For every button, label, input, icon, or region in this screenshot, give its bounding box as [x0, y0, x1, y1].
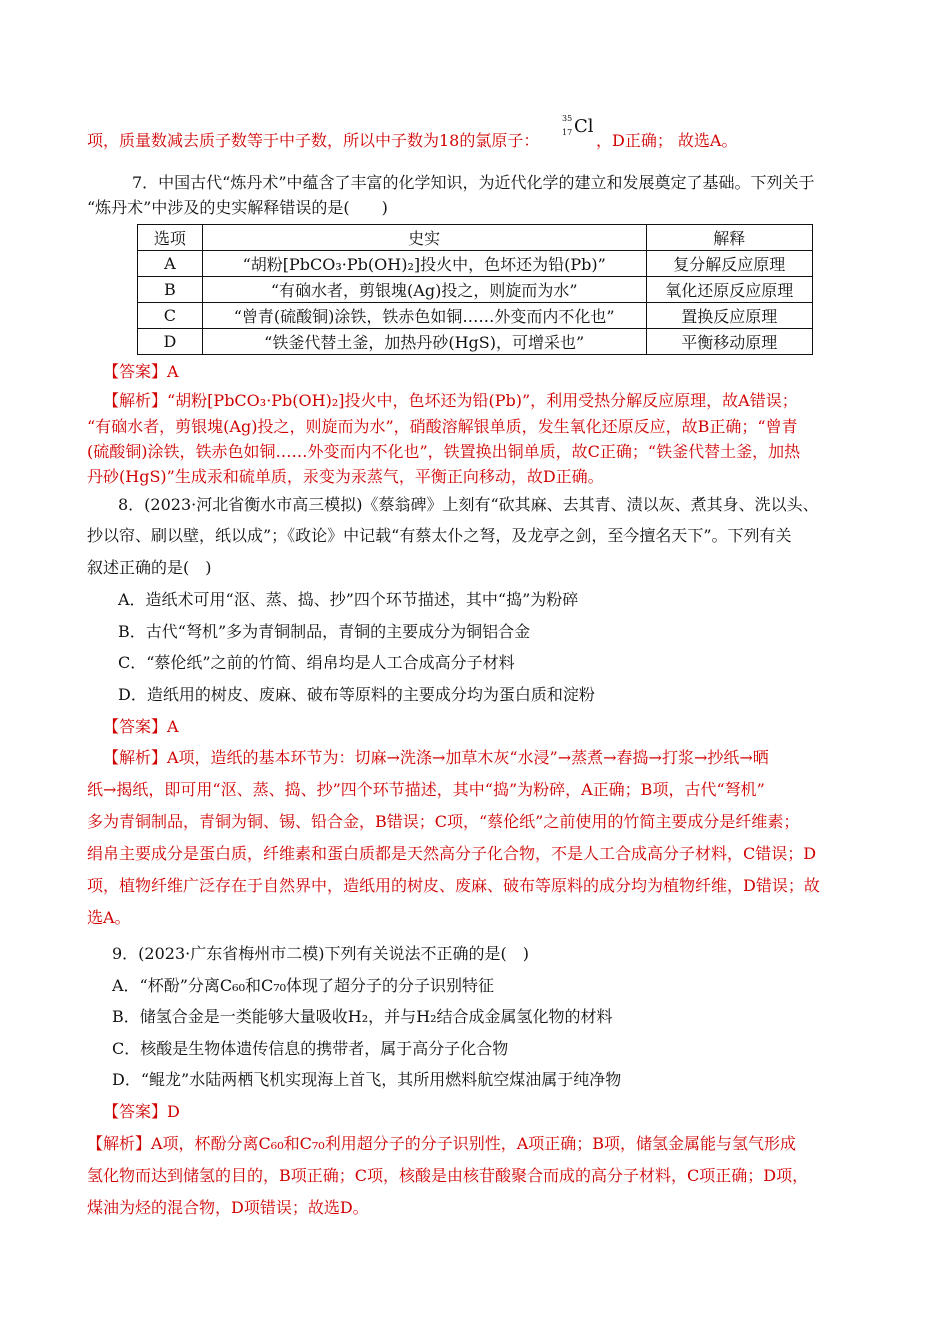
table-cell: 复分解反应原理 [646, 251, 812, 277]
table-cell: 氧化还原反应原理 [646, 277, 812, 303]
table-row [138, 329, 813, 355]
table-cell: “曾青(硫酸铜)涂铁，铁赤色如铜……外变而内不化也” [202, 303, 646, 329]
table-cell: 平衡移动原理 [646, 329, 812, 355]
q9-stem: 9．(2023·广东省梅州市二模)下列有关说法不正确的是( ) [112, 944, 529, 963]
q9-option-a: A．“杯酚”分离C₆₀和C₇₀体现了超分子的分子识别特征 [112, 976, 495, 995]
q8-analysis-line: 绢帛主要成分是蛋白质，纤维素和蛋白质都是天然高分子化合物，不是人工合成高分子材料，C错误；D [87, 844, 817, 863]
table-header: 选项 [138, 225, 203, 251]
q9-option-c: C．核酸是生物体遗传信息的携带者，属于高分子化合物 [112, 1039, 509, 1058]
q7-stem-line2: “炼丹术”中涉及的史实解释错误的是( ) [87, 198, 388, 217]
q8-analysis-line: 【解析】A项，造纸的基本环节为：切麻→洗涤→加草木灰“水浸”→蒸煮→舂捣→打浆→抄纸→晒 [103, 748, 769, 767]
table-header: 解释 [646, 225, 812, 251]
q8-analysis-line: 多为青铜制品，青铜为铜、锡、铅合金，B错误；C项，“蔡伦纸”之前使用的竹简主要成分是纤维素； [87, 812, 800, 831]
q9-option-d: D．“鲲龙”水陆两栖飞机实现海上首飞，其所用燃料航空煤油属于纯净物 [112, 1070, 622, 1089]
table-row [138, 251, 813, 277]
q8-option-b: B．古代“弩机”多为青铜制品，青铜的主要成分为铜铝合金 [118, 622, 531, 641]
q7-analysis-line: “有硇水者，剪银塊(Ag)投之，则旋而为水”，硝酸溶解银单质，发生氧化还原反应，故B正确；“曾青 [87, 417, 798, 436]
q9-analysis-line: 氢化物而达到储氢的目的，B项正确；C项，核酸是由核苷酸聚合而成的高分子材料，C项正确；D项， [87, 1166, 809, 1185]
q8-analysis-line: 项，植物纤维广泛存在于自然界中，造纸用的树皮、废麻、破布等原料的成分均为植物纤维，D错误；故 [87, 876, 820, 895]
q8-option-c: C．“蔡伦纸”之前的竹简、绢帛均是人工合成高分子材料 [118, 653, 515, 672]
table-cell: “胡粉[PbCO₃·Pb(OH)₂]投火中，色坏还为铅(Pb)” [202, 251, 646, 277]
q7-answer: 【答案】A [103, 362, 179, 381]
table-cell: D [138, 329, 203, 355]
q9-analysis-line: 煤油为烃的混合物，D项错误；故选D。 [87, 1198, 369, 1217]
q8-analysis-line: 选A。 [87, 908, 131, 927]
q7-analysis-line: 丹砂(HgS)”生成汞和硫单质，汞变为汞蒸气，平衡正向移动，故D正确。 [87, 467, 604, 486]
isotope-element: Cl [574, 116, 594, 137]
table-cell: “有硇水者，剪银塊(Ag)投之，则旋而为水” [202, 277, 646, 303]
table-cell: 置换反应原理 [646, 303, 812, 329]
q8-stem-line: 叙述正确的是( ) [87, 558, 212, 577]
top-line-after: ，D正确； 故选A。 [596, 131, 738, 150]
table-header: 史实 [202, 225, 646, 251]
q8-stem-line: 抄以帘、刷以壁，纸以成”；《政论》中记载“有蔡太仆之弩，及龙亭之剑，至今擅名天下”。下列有关 [87, 526, 792, 545]
top-line-before: 项，质量数减去质子数等于中子数，所以中子数为18的氯原子： [87, 131, 540, 150]
q7-analysis-line: 【解析】“胡粉[PbCO₃·Pb(OH)₂]投火中，色坏还为铅(Pb)”，利用受热分解反应原理，故A错误； [103, 391, 798, 410]
table-cell: “铁釜代替土釜，加热丹砂(HgS)，可增采也” [202, 329, 646, 355]
table-cell: B [138, 277, 203, 303]
table-header-row [138, 225, 813, 251]
table-cell: A [138, 251, 203, 277]
q9-analysis-line: 【解析】A项，杯酚分离C₆₀和C₇₀利用超分子的分子识别性，A项正确；B项，储氢金属能与氢气形成 [87, 1134, 797, 1153]
q8-option-a: A．造纸术可用“沤、蒸、捣、抄”四个环节描述，其中“捣”为粉碎 [118, 590, 579, 609]
q8-answer: 【答案】A [103, 717, 179, 736]
table-cell: C [138, 303, 203, 329]
q7-analysis-line: (硫酸铜)涂铁，铁赤色如铜……外变而内不化也”，铁置换出铜单质，故C正确；“铁釜代替土釜，加热 [87, 442, 801, 461]
q9-answer: 【答案】D [103, 1102, 180, 1121]
q7-stem-line1: 7．中国古代“炼丹术”中蕴含了丰富的化学知识，为近代化学的建立和发展奠定了基础。下列关于 [132, 173, 815, 192]
q8-analysis-line: 纸→揭纸，即可用“沤、蒸、捣、抄”四个环节描述，其中“捣”为粉碎，A正确；B项，古代“弩机” [87, 780, 765, 799]
q8-option-d: D．造纸用的树皮、废麻、破布等原料的主要成分均为蛋白质和淀粉 [118, 685, 595, 704]
q8-stem-line: 8．(2023·河北省衡水市高三模拟)《蔡翁碑》上刻有“砍其麻、去其青、渍以灰、煮其身、洗以头、 [118, 495, 819, 514]
q9-option-b: B．储氢合金是一类能够大量吸收H₂，并与H₂结合成金属氢化物的材料 [112, 1007, 613, 1026]
isotope-mass-number: 35 [562, 114, 573, 123]
isotope-atomic-number: 17 [562, 128, 573, 137]
q7-history-table [137, 224, 813, 355]
table-row [138, 277, 813, 303]
table-row [138, 303, 813, 329]
